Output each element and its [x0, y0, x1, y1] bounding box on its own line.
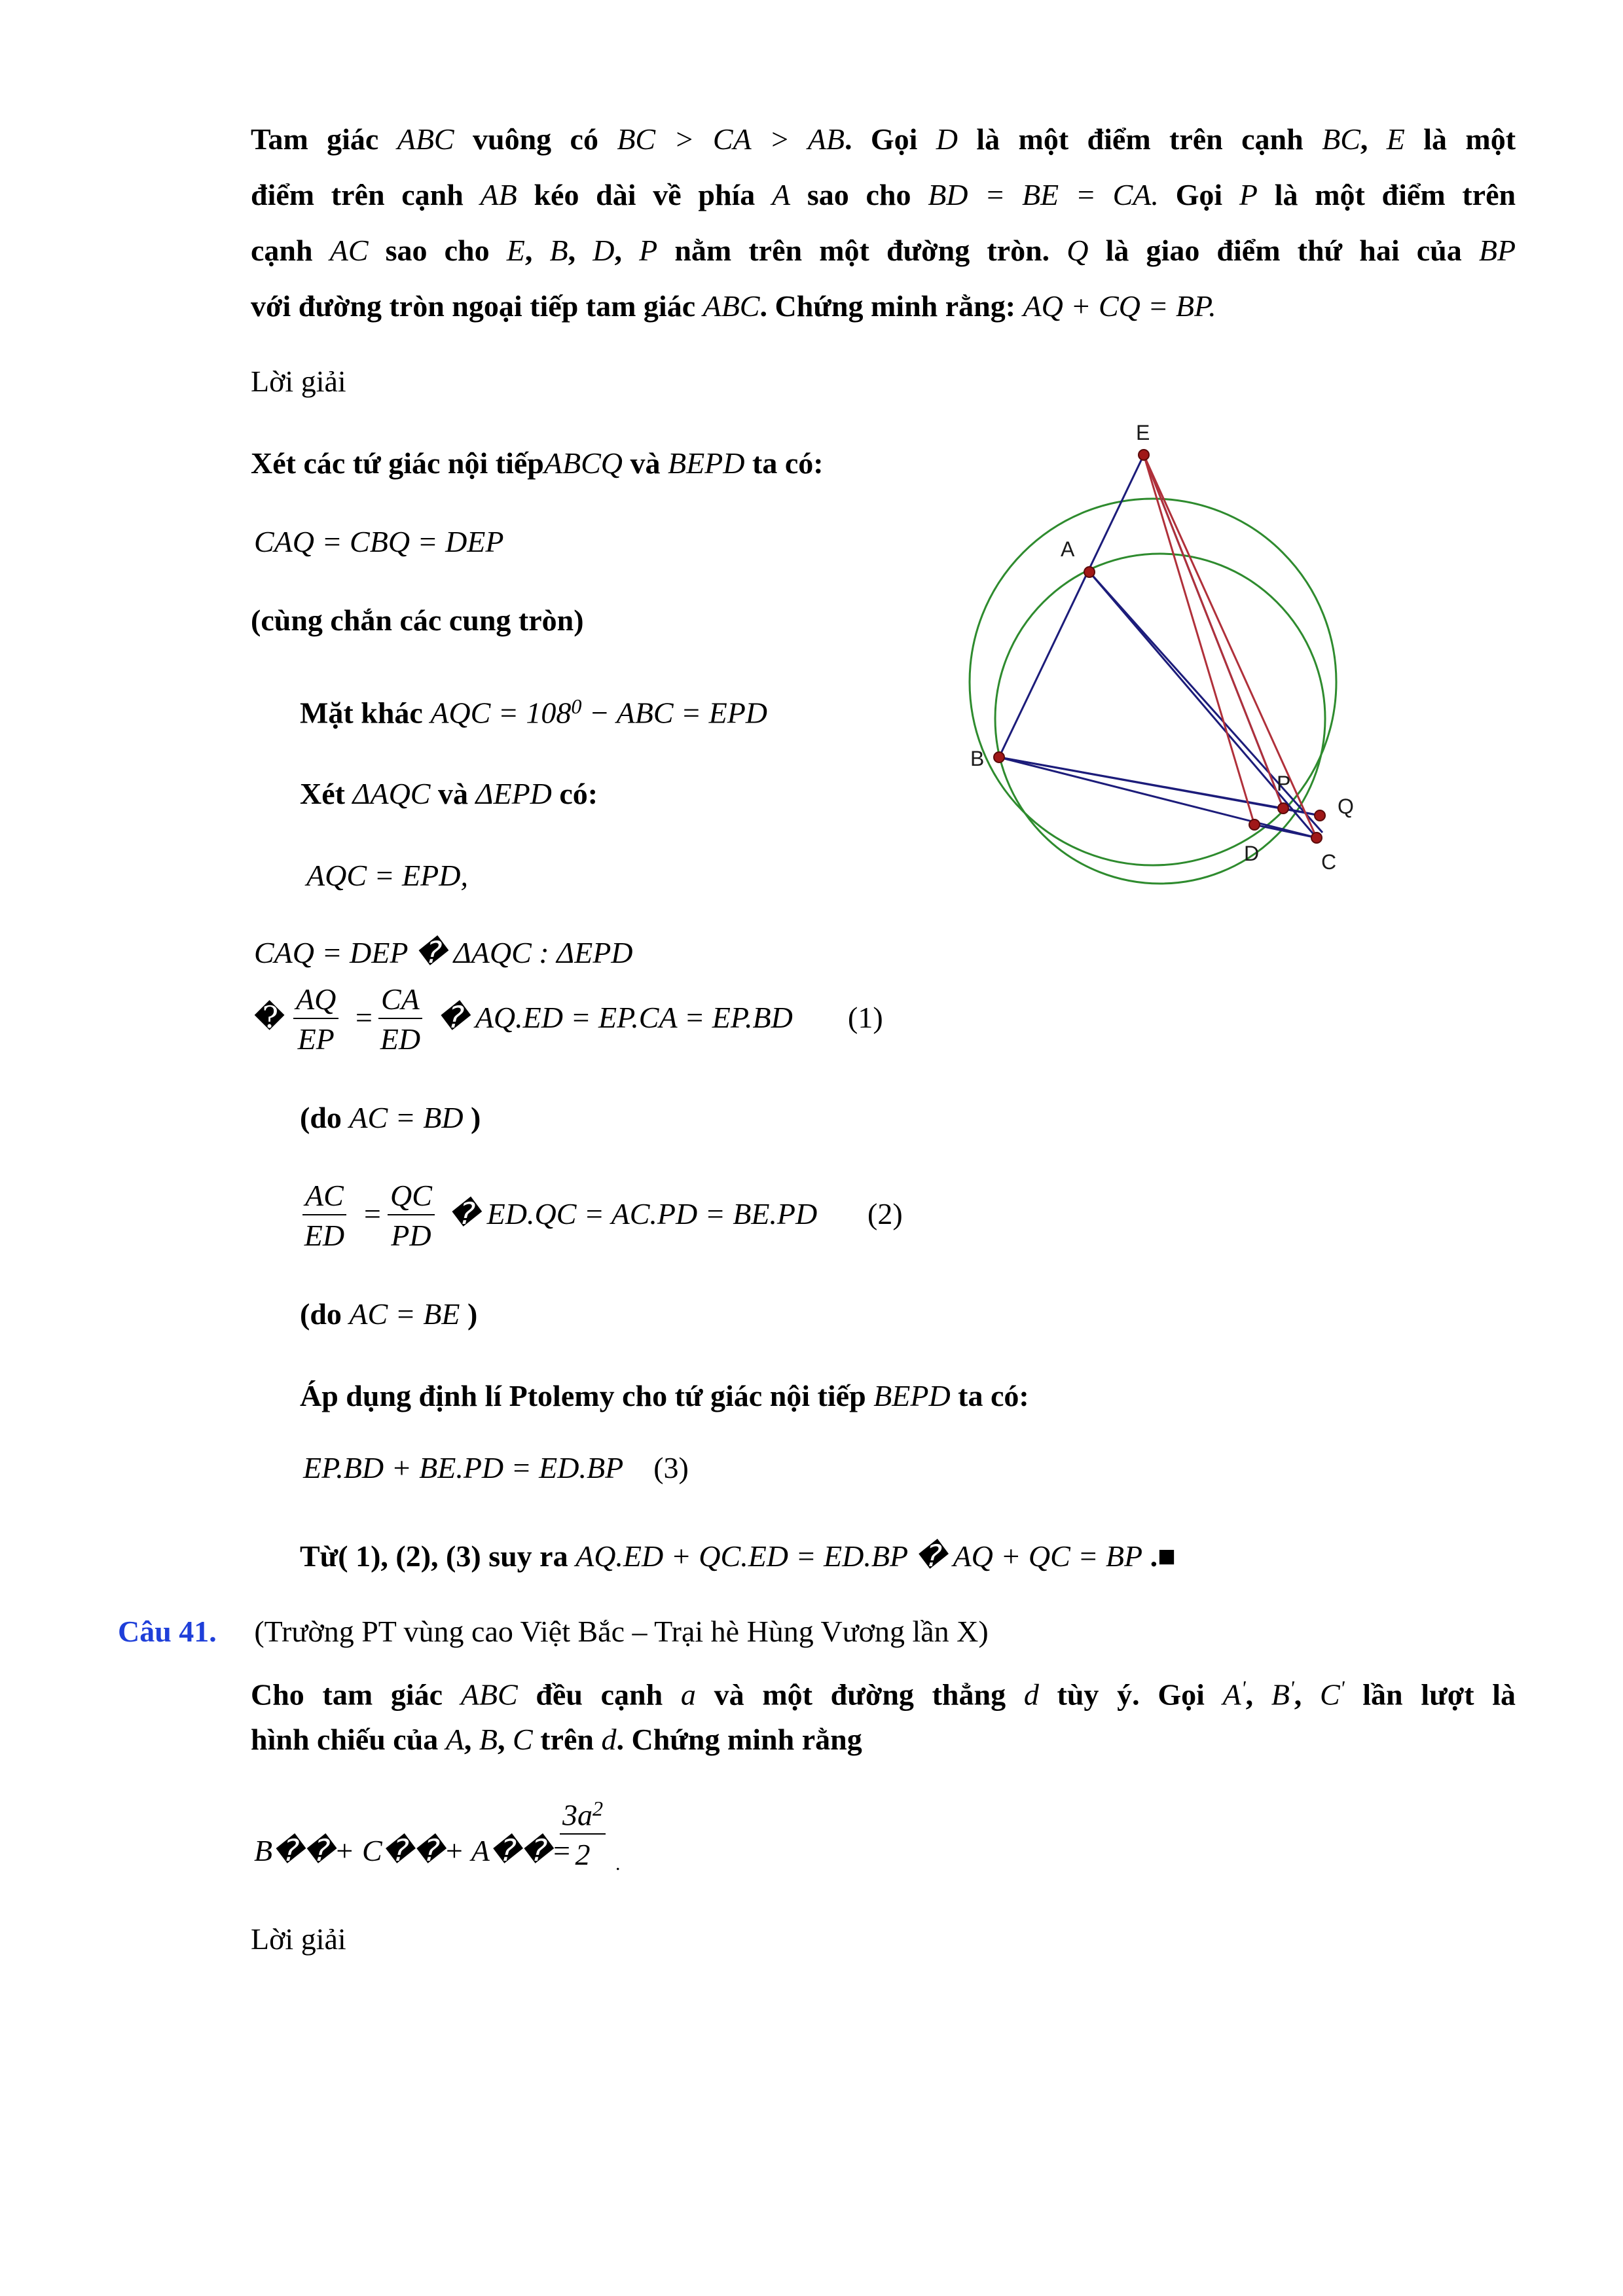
question-source: (Trường PT vùng cao Việt Bắc – Trại hè Hùng Vương lần X) — [254, 1615, 989, 1648]
point-e — [1139, 450, 1149, 460]
problem-line-3: cạnh AC sao cho E, B, D, P nằm trên một đường tròn. Q là giao điểm thứ hai của BP — [251, 234, 1516, 267]
label-p: P — [1277, 772, 1291, 795]
solution-line-1: Xét các tứ giác nội tiếpABCQ và BEPD ta có: — [251, 446, 824, 480]
point-d — [1249, 819, 1260, 830]
segment-bc — [999, 757, 1317, 838]
angle-equation-2: AQC = EPD, — [306, 859, 468, 892]
segment-ep-red — [1144, 455, 1283, 808]
problem-41-line-2: hình chiếu của A, B, C trên d. Chứng minh rằng — [251, 1723, 862, 1756]
similar-triangles-line: CAQ = DEP � ΔAQC : ΔEPD — [254, 936, 633, 969]
conclusion-line: Từ( 1), (2), (3) suy ra AQ.ED + QC.ED = ED.BP � AQ + QC = BP .■ — [300, 1539, 1176, 1573]
question-label: Câu 41. — [118, 1615, 217, 1648]
formula-fraction: $\frac{3a^2}{2}$ — [560, 1797, 606, 1872]
equation-1-rest: � AQ.ED = EP.CA = EP.BD — [437, 1001, 793, 1034]
solution-note-arcs: (cùng chắn các cung tròn) — [251, 603, 584, 637]
segment-bp — [999, 757, 1283, 808]
circle-abcq — [995, 554, 1325, 884]
label-e: E — [1136, 421, 1150, 444]
equation-2-rest: � ED.QC = AC.PD = BE.PD — [448, 1197, 818, 1230]
solution-line-xet: Xét ΔAQC và ΔEPD có: — [300, 777, 598, 810]
fraction-ac-ed: $\frac{AC}{ED}$ — [302, 1178, 346, 1253]
geometry-figure — [956, 406, 1401, 929]
solution-line-mat-khac: Mặt khác AQC = $108^0$ − ABC = EPD — [300, 694, 768, 730]
point-p — [1278, 803, 1288, 814]
point-a — [1084, 567, 1095, 577]
glyph: � — [254, 1001, 285, 1034]
segment-ed — [1144, 455, 1254, 825]
ptolemy-line: Áp dụng định lí Ptolemy cho tứ giác nội tiếp BEPD ta có: — [300, 1379, 1029, 1412]
equals-sign: = — [354, 1001, 374, 1034]
formula-lhs: B��+ C��+ A��= — [254, 1834, 572, 1867]
segment-ec — [1144, 455, 1317, 838]
fraction-aq-ep: $\frac{AQ}{EP}$ — [293, 982, 338, 1056]
point-q — [1315, 810, 1325, 821]
equation-tag-1: (1) — [848, 1001, 883, 1034]
label-a: A — [1061, 537, 1075, 561]
equals-sign-2: = — [362, 1197, 383, 1230]
problem-line-1: Tam giác ABC vuông có BC > CA > AB. Gọi D là một điểm trên cạnh BC, E là một — [251, 122, 1516, 156]
problem-line-2: điểm trên cạnh AB kéo dài về phía A sao cho BD = BE = CA. Gọi P là một điểm trên — [251, 178, 1516, 211]
problem-line-4: với đường tròn ngoại tiếp tam giác ABC. Chứng minh rằng: AQ + CQ = BP. — [251, 289, 1216, 323]
ptolemy-equation: EP.BD + BE.PD = ED.BP (3) — [303, 1451, 689, 1484]
segment-eb — [999, 455, 1144, 757]
problem-41-header — [118, 1613, 989, 1649]
fraction-qc-pd: $\frac{QC}{PD}$ — [388, 1178, 435, 1253]
problem-41-solution-heading: Lời giải — [251, 1922, 346, 1956]
segment-ac — [1089, 572, 1317, 838]
point-b — [994, 752, 1004, 762]
note-ac-be: (do AC = BE ) — [300, 1297, 478, 1331]
label-q: Q — [1338, 795, 1354, 818]
label-d: D — [1244, 842, 1260, 865]
label-c: C — [1321, 850, 1337, 874]
solution-heading: Lời giải — [251, 365, 346, 398]
equation-tag-2: (2) — [867, 1197, 903, 1230]
problem-41-line-1: Cho tam giác ABC đều cạnh a và một đường thẳng d tùy ý. Gọi A', B', C' lần lượt là — [251, 1676, 1516, 1712]
note-ac-bd: (do AC = BD ) — [300, 1101, 481, 1134]
fraction-ca-ed: $\frac{CA}{ED}$ — [378, 982, 422, 1056]
point-c — [1311, 833, 1322, 843]
label-b: B — [970, 747, 985, 770]
angle-equation-1: CAQ = CBQ = DEP — [254, 525, 504, 558]
formula-period: . — [615, 1853, 621, 1874]
